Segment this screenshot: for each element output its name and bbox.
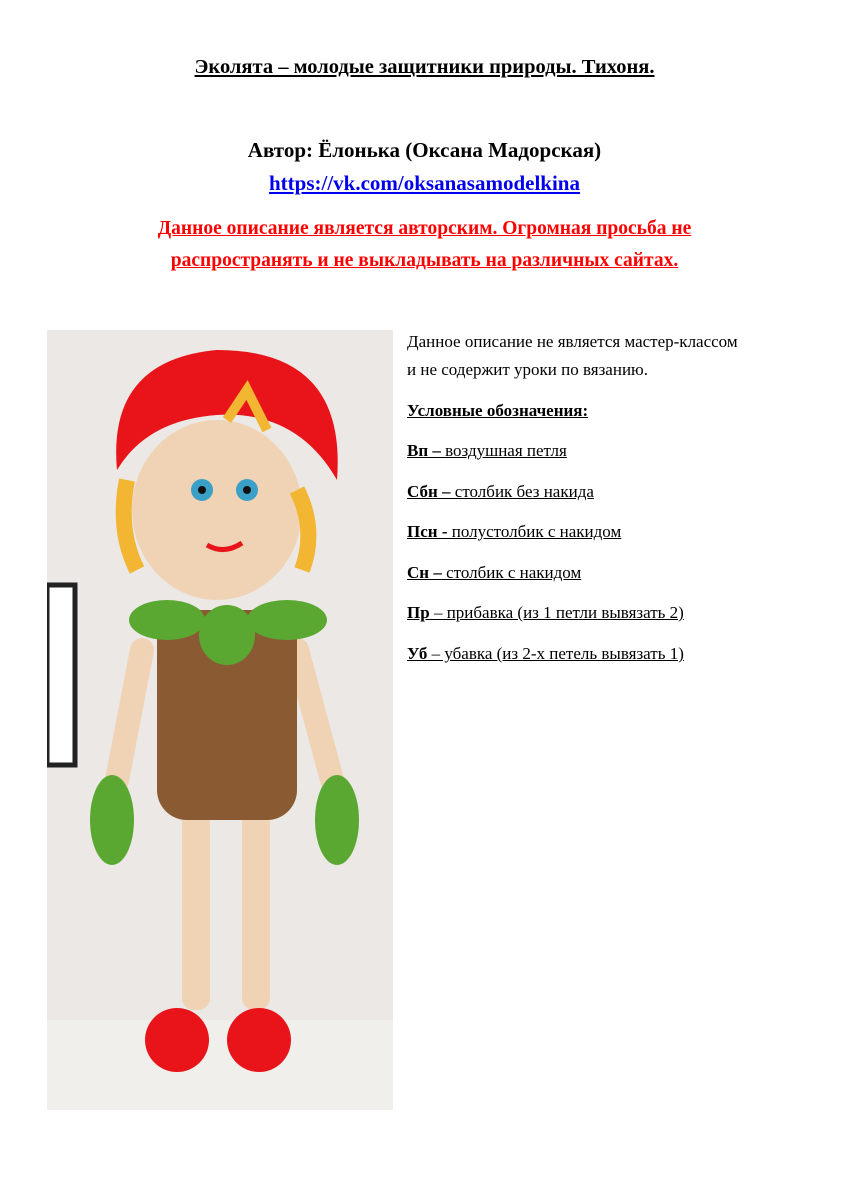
legend-abbr: Уб [407, 644, 428, 663]
legend-item [407, 563, 581, 583]
intro-line2: и не содержит уроки по вязанию. [407, 360, 648, 379]
legend-item [407, 603, 684, 623]
legend-text: – убавка (из 2-х петель вывязать 1) [427, 644, 684, 663]
legend-text: столбик без накида [450, 482, 594, 501]
legend-text: воздушная петля [440, 441, 567, 460]
intro-line1: Данное описание не является мастер-классом [407, 332, 738, 351]
doll-photo [47, 330, 393, 1110]
legend-text: – прибавка (из 1 петли вывязать 2) [429, 603, 684, 622]
legend-heading: Условные обозначения: [407, 401, 589, 420]
author-line: Автор: Ёлонька (Оксана Мадорская) [247, 138, 602, 162]
legend-item [407, 644, 684, 664]
document-title: Эколята – молодые защитники природы. Тихоня. [194, 56, 655, 78]
legend-abbr: Вп – [407, 441, 441, 460]
legend-item [407, 522, 621, 542]
legend-abbr: Сбн – [407, 482, 451, 501]
legend-abbr: Пр [407, 603, 430, 622]
legend-text: полустолбик с накидом [447, 522, 622, 541]
legend-abbr: Сн – [407, 563, 442, 582]
legend-item [407, 441, 567, 461]
author-link[interactable]: https://vk.com/oksanasamodelkina [269, 171, 580, 195]
legend-abbr: Псн - [407, 522, 448, 541]
copyright-warning-line2: распространять и не выкладывать на различных сайтах. [170, 250, 679, 271]
legend-item [407, 482, 594, 502]
legend-text: столбик с накидом [441, 563, 582, 582]
copyright-warning-line1: Данное описание является авторским. Огромная просьба не [157, 218, 692, 239]
